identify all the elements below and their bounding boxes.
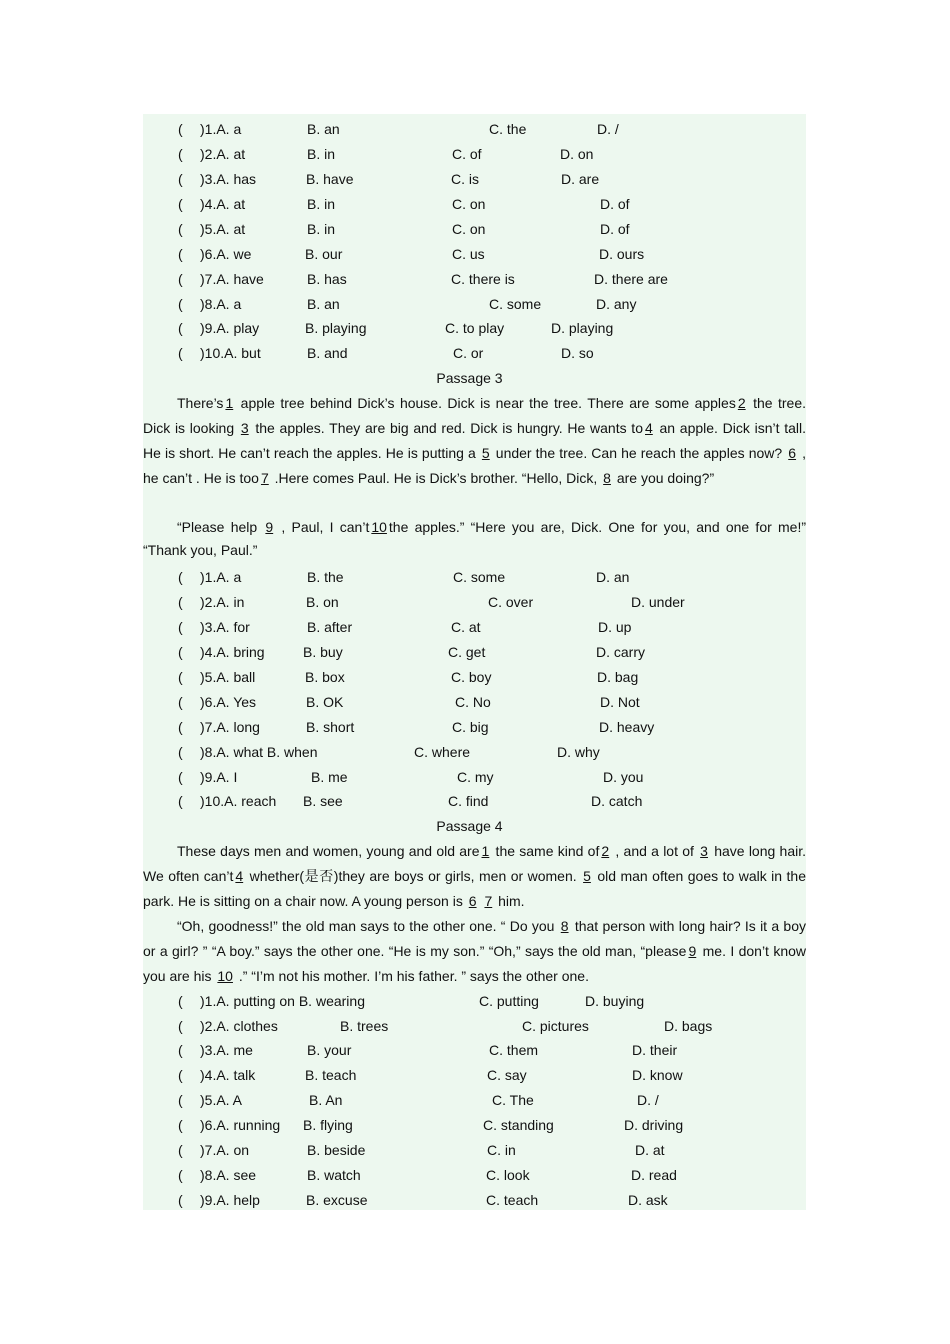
question-row [143, 269, 806, 289]
question-row [143, 1016, 806, 1036]
option-c: C. pictures [522, 1018, 589, 1034]
option-a: )4.A. bring [200, 644, 265, 660]
option-b: B. and [307, 345, 348, 361]
passage-4-paragraph-1 [143, 839, 806, 914]
passage-text: , he can’t . He is too [143, 445, 807, 486]
option-a: )7.A. on [200, 1142, 250, 1158]
question-row [143, 294, 806, 314]
option-b: B. an [307, 296, 340, 312]
option-d: D. you [603, 769, 644, 785]
question-row [143, 1090, 806, 1110]
option-b: B. see [303, 793, 343, 809]
option-c: C. big [452, 719, 489, 735]
answer-paren: ( [178, 793, 183, 809]
blank: 10 [217, 968, 233, 984]
option-d: D. ours [599, 246, 645, 262]
option-d: D. read [631, 1167, 677, 1183]
option-d: D. up [598, 619, 632, 635]
option-c: C. the [489, 121, 527, 137]
option-b: B. an [307, 121, 340, 137]
option-d: D. know [632, 1067, 683, 1083]
answer-paren: ( [178, 345, 183, 361]
option-d: D. / [597, 121, 619, 137]
passage-text: apple tree behind Dick’s house. Dick is near the tree. There are some apples [235, 395, 736, 411]
answer-paren: ( [178, 569, 183, 585]
option-d: D. / [637, 1092, 659, 1108]
option-c: C. them [489, 1042, 539, 1058]
question-row [143, 1190, 806, 1210]
passage-text: him. [494, 893, 525, 909]
question-row [143, 567, 806, 587]
question-row [143, 791, 806, 811]
option-b: B. on [306, 594, 339, 610]
answer-paren: ( [178, 769, 183, 785]
option-b: B. watch [307, 1167, 361, 1183]
question-row [143, 767, 806, 787]
passage-3-paragraph-2 [143, 516, 806, 562]
question-row [143, 1140, 806, 1160]
option-d: D. any [596, 296, 637, 312]
option-c: C. putting [479, 993, 539, 1009]
option-c: C. get [448, 644, 486, 660]
option-d: D. their [632, 1042, 678, 1058]
answer-paren: ( [178, 744, 183, 760]
question-row [143, 244, 806, 264]
question-row [143, 991, 806, 1011]
passage-text: the apples.” “Here you are, Dick. One for you, and one for me!” “Thank you, Paul.” [143, 519, 806, 558]
answer-paren: ( [178, 296, 183, 312]
option-b: B. trees [340, 1018, 389, 1034]
option-b: B. me [311, 769, 348, 785]
blank: 10 [371, 519, 387, 535]
option-d: D. Not [600, 694, 640, 710]
option-b: B. your [307, 1042, 352, 1058]
option-d: D. under [631, 594, 685, 610]
answer-paren: ( [178, 694, 183, 710]
answer-paren: ( [178, 121, 183, 137]
question-row [143, 667, 806, 687]
option-b: B. in [307, 146, 336, 162]
answer-paren: ( [178, 196, 183, 212]
option-c: C. look [486, 1167, 530, 1183]
option-b: B. excuse [306, 1192, 368, 1208]
passage-text: , Paul, I can’t [275, 519, 370, 535]
option-d: D. why [557, 744, 600, 760]
answer-paren: ( [178, 669, 183, 685]
option-d: D. playing [551, 320, 614, 336]
passage-3-paragraph-1 [143, 391, 806, 491]
option-a: )7.A. have [200, 271, 264, 287]
answer-paren: ( [178, 146, 183, 162]
passage-4-title: Passage 4 [436, 818, 503, 834]
blank: 5 [481, 445, 490, 461]
passage-text: These days men and women, young and old are [177, 843, 480, 859]
option-b: B. flying [303, 1117, 353, 1133]
option-b: B. teach [305, 1067, 357, 1083]
option-c: C. say [487, 1067, 527, 1083]
option-b: B. has [307, 271, 347, 287]
blank: 1 [481, 843, 490, 859]
option-a: )4.A. at [200, 196, 246, 212]
option-a: )5.A. at [200, 221, 246, 237]
option-a: )3.A. has [200, 171, 257, 187]
option-b: B. in [307, 221, 336, 237]
passage-text: the tree. Dick is looking [143, 395, 807, 436]
passage-3-title: Passage 3 [436, 370, 503, 386]
option-c: C. in [487, 1142, 516, 1158]
answer-paren: ( [178, 1142, 183, 1158]
blank: 1 [225, 395, 234, 411]
option-b: B. in [307, 196, 336, 212]
passage-text: are you doing?” [612, 470, 715, 486]
passage-text: the same kind of [491, 843, 600, 859]
passage-text: “Oh, goodness!” the old man says to the other one. “ Do you [177, 918, 559, 934]
option-a: )9.A. help [200, 1192, 260, 1208]
option-a: )2.A. clothes [200, 1018, 278, 1034]
answer-paren: ( [178, 644, 183, 660]
passage-text: under the tree. Can he reach the apples now? [491, 445, 787, 461]
option-d: D. on [560, 146, 594, 162]
blank: 8 [560, 918, 569, 934]
option-c: C. over [488, 594, 534, 610]
question-row [143, 1165, 806, 1185]
question-row [143, 1040, 806, 1060]
option-c: C. to play [445, 320, 505, 336]
option-d: D. of [600, 221, 630, 237]
option-b: B. OK [306, 694, 344, 710]
passage-text: that person with long hair? Is it a boy or a girl? ” “A boy.” says the other one. “He is my son.” “Oh,” says the old man, “please [143, 918, 806, 959]
option-a: )2.A. in [200, 594, 245, 610]
option-b: B. playing [305, 320, 367, 336]
option-c: C. No [455, 694, 491, 710]
option-a: )6.A. we [200, 246, 252, 262]
passage-text: whether(是否)they are boys or girls, men or women. [245, 868, 582, 884]
answer-paren: ( [178, 719, 183, 735]
answer-paren: ( [178, 246, 183, 262]
blank: 2 [737, 395, 746, 411]
option-a: )6.A. running [200, 1117, 281, 1133]
option-d: D. driving [624, 1117, 684, 1133]
passage-text: old man often goes to walk in the park. He is sitting on a chair now. A young person is [143, 868, 806, 909]
option-b: B. buy [303, 644, 343, 660]
option-d: D. at [635, 1142, 665, 1158]
blank: 5 [583, 868, 591, 884]
option-d: D. so [561, 345, 594, 361]
option-d: D. heavy [599, 719, 655, 735]
blank: 2 [601, 843, 610, 859]
question-row [143, 343, 806, 363]
question-row [143, 119, 806, 139]
answer-paren: ( [178, 1192, 183, 1208]
option-c: C. where [414, 744, 471, 760]
question-row [143, 742, 806, 762]
option-d: D. there are [594, 271, 668, 287]
option-d: D. bags [664, 1018, 713, 1034]
option-a: )1.A. a [200, 121, 242, 137]
blank: 7 [484, 893, 493, 909]
answer-paren: ( [178, 1167, 183, 1183]
answer-paren: ( [178, 221, 183, 237]
option-b: B. An [309, 1092, 343, 1108]
option-d: D. carry [596, 644, 645, 660]
option-c: C. boy [451, 669, 492, 685]
option-d: D. an [596, 569, 630, 585]
blank: 8 [603, 470, 611, 486]
option-c: C. my [457, 769, 494, 785]
blank: 3 [240, 420, 249, 436]
question-row [143, 692, 806, 712]
worksheet [143, 114, 806, 1210]
option-b: B. our [305, 246, 343, 262]
question-row [143, 592, 806, 612]
question-row [143, 318, 806, 338]
question-row [143, 194, 806, 214]
answer-paren: ( [178, 171, 183, 187]
blank: 9 [688, 943, 697, 959]
answer-paren: ( [178, 271, 183, 287]
passage-text: .Here comes Paul. He is Dick’s brother. “Hello, Dick, [270, 470, 602, 486]
option-a: )10.A. reach [200, 793, 277, 809]
blank: 7 [260, 470, 269, 486]
option-a: )8.A. see [200, 1167, 257, 1183]
option-a: )1.A. putting on B. wearing [200, 993, 365, 1009]
answer-paren: ( [178, 1018, 183, 1034]
question-row [143, 169, 806, 189]
option-d: D. catch [591, 793, 643, 809]
passage-text: There’s [177, 395, 224, 411]
option-a: )1.A. a [200, 569, 242, 585]
question-row [143, 1065, 806, 1085]
option-c: C. find [448, 793, 489, 809]
option-b: B. after [307, 619, 353, 635]
option-a: )9.A. I [200, 769, 238, 785]
answer-paren: ( [178, 993, 183, 1009]
option-d: D. of [600, 196, 630, 212]
option-a: )5.A. ball [200, 669, 256, 685]
passage-text: have long hair. We often can’t [143, 843, 807, 884]
option-a: )4.A. talk [200, 1067, 256, 1083]
passage-text: , and a lot of [611, 843, 699, 859]
option-b: B. have [306, 171, 354, 187]
option-c: C. The [492, 1092, 534, 1108]
question-row [143, 144, 806, 164]
passage-text: the apples. They are big and red. Dick is hungry. He wants to [250, 420, 643, 436]
answer-paren: ( [178, 619, 183, 635]
option-a: )5.A. A [200, 1092, 243, 1108]
option-a: )7.A. long [200, 719, 260, 735]
blank: 3 [700, 843, 708, 859]
question-row [143, 642, 806, 662]
option-a: )3.A. me [200, 1042, 253, 1058]
blank: 4 [645, 420, 653, 436]
option-a: )3.A. for [200, 619, 250, 635]
option-a: )6.A. Yes [200, 694, 257, 710]
answer-paren: ( [178, 320, 183, 336]
passage-text: me. I don’t know you are his [143, 943, 807, 984]
option-a: )8.A. what B. when [200, 744, 318, 760]
passage-4-paragraph-2 [143, 914, 806, 989]
option-d: D. are [561, 171, 600, 187]
blank: 6 [788, 445, 797, 461]
option-c: C. at [451, 619, 481, 635]
answer-paren: ( [178, 1067, 183, 1083]
passage-text: “Please help [177, 519, 264, 535]
question-row [143, 219, 806, 239]
question-row [143, 717, 806, 737]
option-b: B. box [305, 669, 345, 685]
answer-paren: ( [178, 1117, 183, 1133]
option-c: C. there is [451, 271, 515, 287]
answer-paren: ( [178, 1092, 183, 1108]
option-c: C. or [453, 345, 484, 361]
option-c: C. some [453, 569, 506, 585]
option-c: C. teach [486, 1192, 539, 1208]
option-d: D. buying [585, 993, 645, 1009]
option-a: )9.A. play [200, 320, 260, 336]
option-c: C. us [452, 246, 485, 262]
answer-paren: ( [178, 1042, 183, 1058]
question-row [143, 1115, 806, 1135]
option-c: C. on [452, 196, 486, 212]
option-d: D. ask [628, 1192, 668, 1208]
option-a: )10.A. but [200, 345, 261, 361]
option-c: C. some [489, 296, 542, 312]
answer-paren: ( [178, 594, 183, 610]
blank: 6 [468, 893, 477, 909]
option-c: C. of [452, 146, 482, 162]
option-a: )2.A. at [200, 146, 246, 162]
option-d: D. bag [597, 669, 639, 685]
option-b: B. beside [307, 1142, 366, 1158]
option-c: C. on [452, 221, 486, 237]
passage-text: an apple. Dick isn’t tall. He is short. He can’t reach the apples. He is putting a [143, 420, 807, 461]
option-b: B. the [307, 569, 344, 585]
option-c: C. is [451, 171, 479, 187]
blank: 9 [265, 519, 274, 535]
passage-text: .” “I’m not his mother. I’m his father. ” says the other one. [234, 968, 589, 984]
option-b: B. short [306, 719, 355, 735]
option-a: )8.A. a [200, 296, 242, 312]
blank: 4 [235, 868, 244, 884]
question-row [143, 617, 806, 637]
option-c: C. standing [483, 1117, 554, 1133]
